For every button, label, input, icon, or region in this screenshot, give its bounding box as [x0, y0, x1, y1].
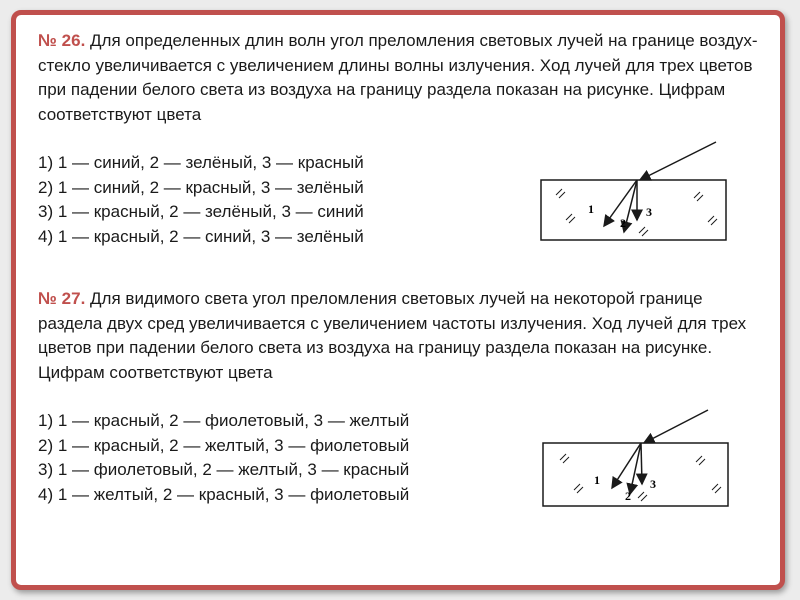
- ray-label-2: 2: [625, 489, 631, 503]
- slide-frame: [11, 10, 785, 590]
- answer-option: 3) 1 — красный, 2 — зелёный, 3 — синий: [38, 202, 364, 221]
- answer-option: 1) 1 — синий, 2 — зелёный, 3 — красный: [38, 153, 364, 172]
- problem-26-statement: [38, 29, 768, 127]
- problem-26-text: Для определенных длин волн угол преломления световых лучей на границе воздух-стекло увеличивается с увеличением длины волны излучения. Ход лучей для трех цветов при падении белого света из воздуха на границу раздела показан на рисунке. Цифрам соответствуют цвета: [38, 31, 758, 124]
- ray-label-2: 2: [620, 216, 626, 230]
- problem-27-statement: [38, 287, 768, 385]
- problem-26-number: № 26.: [38, 31, 86, 50]
- answer-option: 1) 1 — красный, 2 — фиолетовый, 3 — желтый: [38, 411, 410, 430]
- answer-option: 3) 1 — фиолетовый, 2 — желтый, 3 — красный: [38, 460, 410, 479]
- ray-label-1: 1: [588, 202, 594, 216]
- problem-27-number: № 27.: [38, 289, 86, 308]
- answer-option: 2) 1 — синий, 2 — красный, 3 — зелёный: [38, 177, 364, 197]
- answer-option: 4) 1 — желтый, 2 — красный, 3 — фиолетовый: [38, 484, 410, 504]
- glass-block: [541, 180, 726, 240]
- ray-label-3: 3: [650, 477, 656, 491]
- problem-27-text: Для видимого света угол преломления световых лучей на некоторой границе раздела двух сред увеличивается с увеличением частоты излучения. Ход лучей для трех цветов при падении белого света из воздуха на границу раздела показан на рисунке. Цифрам соответствуют цвета: [38, 289, 747, 382]
- ray-label-3: 3: [646, 205, 652, 219]
- answer-option: 2) 1 — красный, 2 — желтый, 3 — фиолетовый: [38, 435, 410, 455]
- refraction-diagram-27: [538, 398, 738, 513]
- ray-label-1: 1: [594, 473, 600, 487]
- incident-ray: [644, 410, 708, 443]
- refracted-ray-3: [641, 443, 642, 484]
- refraction-diagram-26: [536, 140, 736, 250]
- incident-ray: [640, 142, 716, 180]
- answer-option: 4) 1 — красный, 2 — синий, 3 — зелёный: [38, 226, 364, 246]
